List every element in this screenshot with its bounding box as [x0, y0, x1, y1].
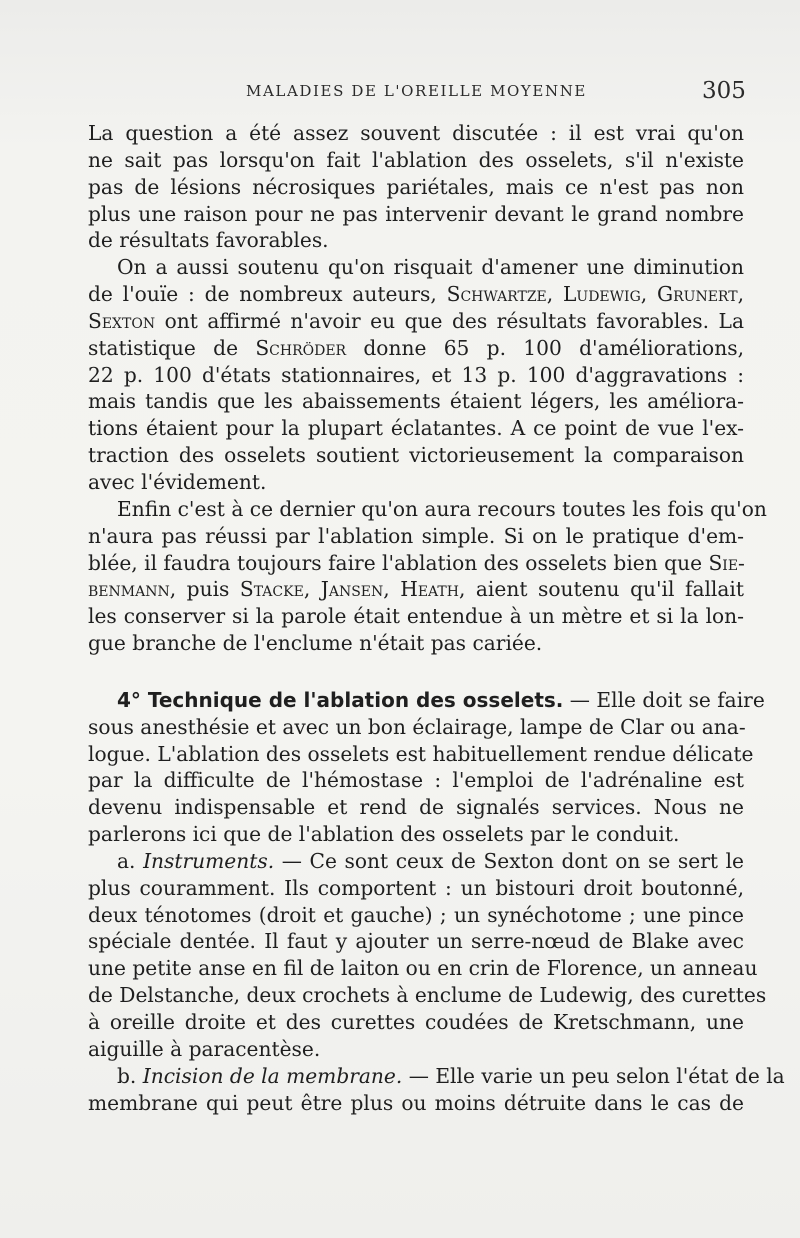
paragraph-2	[88, 254, 744, 496]
text-run: ,	[737, 282, 744, 307]
author-name: Jansen	[320, 577, 384, 602]
text-run: , puis	[169, 577, 240, 602]
section-heading: 4° Technique de l'ablation des osselets.	[117, 687, 564, 712]
text-line: à oreille droite et des curettes coudées de Kretschmann, une	[88, 1010, 744, 1034]
text-run: — Ce sont ceux de Sexton dont on se sert le	[274, 848, 744, 873]
text-run: ont affirmé n'avoir eu que des résultats favorables. La	[155, 308, 744, 333]
text-line: membrane qui peut être plus ou moins détruite dans le cas de	[88, 1090, 744, 1115]
paragraph-6	[88, 1063, 785, 1117]
text-run: statistique de	[88, 335, 256, 360]
text-line: de résultats favorables.	[88, 228, 329, 253]
text-line: devenu indispensable et rend de signalés services. Nous ne	[88, 795, 744, 820]
author-name: Sexton	[88, 308, 156, 333]
page-number: 305	[702, 78, 746, 104]
text-run: a.	[117, 848, 144, 873]
text-line	[88, 308, 744, 335]
subsection-title: Incision de la membrane.	[142, 1063, 403, 1088]
text-line: mais tandis que les abaissements étaient légers, les améliora-	[88, 389, 744, 414]
page-header	[0, 80, 800, 110]
text-line: ne sait pas lorsqu'on fait l'ablation des osselets, s'il n'existe	[88, 147, 744, 172]
paragraph-5	[88, 848, 767, 1063]
author-name: benmann	[88, 577, 170, 602]
author-name: Ludewig	[563, 282, 641, 307]
text-line: avec l'évidement.	[88, 469, 267, 494]
text-run: blée, il faudra toujours faire l'ablation des osselets bien que	[88, 550, 709, 575]
author-name: Schröder	[255, 335, 347, 360]
text-run: ,	[640, 282, 657, 307]
author-name: Grunert	[656, 282, 738, 307]
text-line	[88, 550, 744, 577]
text-run: b.	[117, 1063, 143, 1088]
text-line: tions étaient pour la plupart éclatantes. A ce point de vue l'ex-	[88, 416, 744, 441]
subsection-title: Instruments.	[143, 848, 275, 873]
text-line: logue. L'ablation des osselets est habituellement rendue délicate	[88, 741, 754, 766]
text-line: Enfin c'est à ce dernier qu'on aura recours toutes les fois qu'on	[117, 496, 767, 521]
running-head: MALADIES DE L'OREILLE MOYENNE	[246, 82, 587, 100]
author-name: Sie-	[708, 550, 745, 575]
text-line: sous anesthésie et avec un bon éclairage, lampe de Clar ou ana-	[88, 714, 746, 739]
text-line	[88, 576, 744, 603]
text-line: une petite anse en fil de laiton ou en crin de Florence, un anneau	[88, 956, 758, 981]
text-line	[88, 281, 744, 308]
text-run: — Elle doit se faire	[563, 687, 765, 712]
page-body	[88, 120, 785, 1116]
text-run: — Elle varie un peu selon l'état de la	[402, 1063, 785, 1088]
author-name: Heath	[400, 577, 459, 602]
text-run: ,	[383, 577, 401, 602]
text-run: donne 65 p. 100 d'améliorations,	[346, 335, 744, 360]
text-line: les conserver si la parole était entendue à un mètre et si la lon-	[88, 604, 744, 629]
text-run: , aient soutenu qu'il fallait	[458, 577, 744, 602]
text-line: aiguille à paracentèse.	[88, 1036, 321, 1061]
text-line: 22 p. 100 d'états stationnaires, et 13 p. 100 d'aggravations :	[88, 362, 744, 387]
text-line: pas de lésions nécrosiques pariétales, mais ce n'est pas non	[88, 174, 744, 199]
author-name: Stacke	[239, 577, 304, 602]
text-line: parlerons ici que de l'ablation des osselets par le conduit.	[88, 822, 680, 847]
paragraph-1	[88, 120, 744, 254]
text-line: plus une raison pour ne pas intervenir devant le grand nombre	[88, 201, 744, 226]
author-name: Schwartze	[446, 282, 547, 307]
text-line	[88, 1063, 785, 1090]
text-line: On a aussi soutenu qu'on risquait d'amener une diminution	[117, 255, 744, 280]
text-run: ,	[303, 577, 321, 602]
text-line: traction des osselets soutient victorieusement la comparaison	[88, 443, 744, 468]
text-line	[88, 848, 744, 875]
text-line: plus couramment. Ils comportent : un bistouri droit boutonné,	[88, 875, 744, 900]
section-gap	[88, 657, 744, 687]
text-line: n'aura pas réussi par l'ablation simple. Si on le pratique d'em-	[88, 523, 744, 548]
paragraph-3	[88, 496, 767, 657]
text-run: ,	[546, 282, 563, 307]
paragraph-4	[88, 687, 765, 848]
text-line: deux ténotomes (droit et gauche) ; un synéchotome ; une pince	[88, 902, 744, 927]
text-line: spéciale dentée. Il faut y ajouter un serre-nœud de Blake avec	[88, 929, 744, 954]
text-line: de Delstanche, deux crochets à enclume de Ludewig, des curettes	[88, 983, 767, 1008]
text-line	[88, 687, 765, 714]
text-line: par la difficulte de l'hémostase : l'emploi de l'adrénaline est	[88, 768, 744, 793]
text-line: La question a été assez souvent discutée : il est vrai qu'on	[88, 121, 744, 145]
text-line	[88, 335, 744, 362]
text-line: gue branche de l'enclume n'était pas cariée.	[88, 631, 543, 656]
text-run: de l'ouïe : de nombreux auteurs,	[88, 282, 447, 307]
